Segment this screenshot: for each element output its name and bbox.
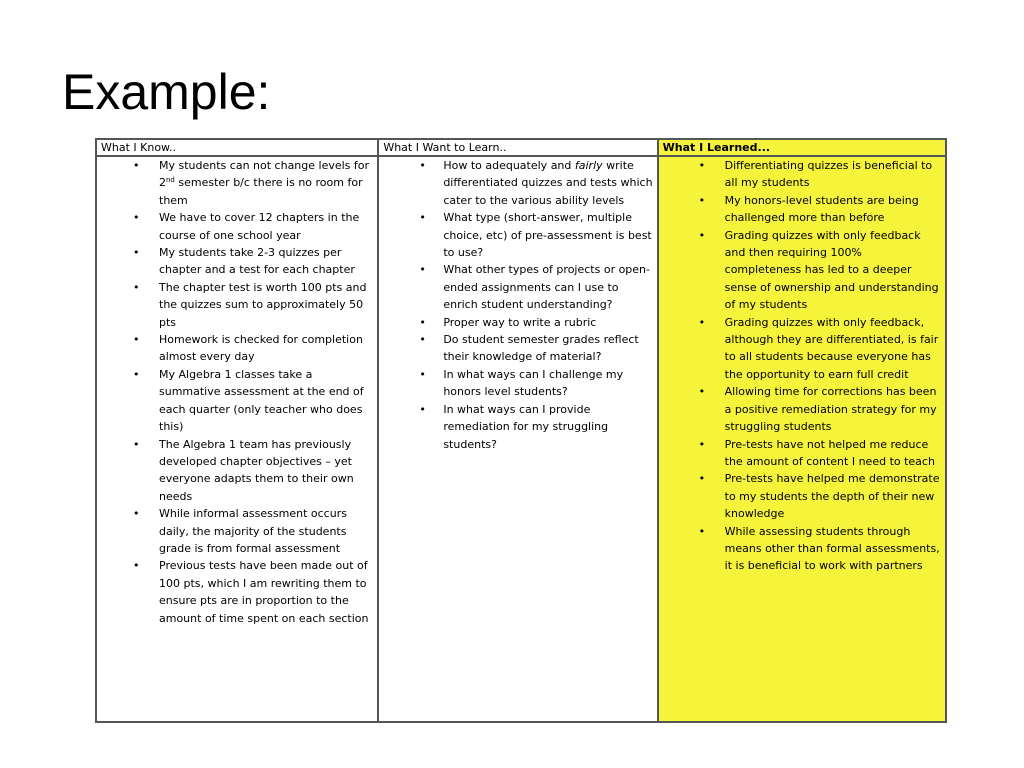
want-item-text: What other types of projects or open-ended assignments can I use to enrich student understanding? [443,263,651,312]
table-header-row [96,139,946,156]
kwl-table [95,138,947,723]
bullet-icon: • [419,367,426,381]
know-cell [96,156,378,722]
know-item [101,157,375,209]
know-item [101,279,375,331]
know-item [101,331,375,366]
want-item [383,401,654,453]
want-item-text: Do student semester grades reflect their knowledge of material? [443,333,639,364]
learned-item [663,470,943,522]
header-what-i-learned: What I Learned... [658,139,946,156]
learned-cell [658,156,946,722]
bullet-icon: • [133,159,140,172]
bullet-icon: • [133,559,140,573]
bullet-icon: • [133,246,140,260]
learned-item [663,314,943,384]
know-item-text: Homework is checked for completion almost every day [159,333,363,364]
bullet-icon: • [133,333,140,347]
bullet-icon: • [419,263,426,277]
learned-list [663,157,943,575]
bullet-icon: • [698,437,706,451]
learned-item-text: Grading quizzes with only feedback, although they are differentiated, is fair to all students because everyone has the opportunity to earn full credit [724,315,939,381]
know-item [101,557,375,627]
know-item-text: Previous tests have been made out of 100 pts, which I am rewriting them to ensure pts are in proportion to the amount of time spent on each section [159,559,369,625]
want-cell [378,156,657,722]
know-item-text: My students take 2-3 quizzes per chapter and a test for each chapter [159,246,355,277]
learned-item [663,383,943,435]
know-item-text: semester b/c there is no room for them [159,176,363,207]
slide-title: Example: [62,64,271,120]
bullet-icon: • [419,402,426,416]
learned-item [663,192,943,227]
bullet-icon: • [133,211,140,225]
emphasis-text: fairly [574,159,603,172]
table-body-row [96,156,946,722]
learned-item-text: Differentiating quizzes is beneficial to all my students [724,159,933,190]
know-item [101,209,375,244]
want-item-text: What type (short-answer, multiple choice, etc) of pre-assessment is best to use? [443,211,652,260]
bullet-icon: • [698,193,706,207]
know-item [101,366,375,436]
want-item [383,209,654,261]
learned-item-text: My honors-level students are being challenged more than before [724,193,919,225]
want-item [383,366,654,401]
want-item-text: write differentiated quizzes and tests which cater to the various ability levels [443,159,653,207]
know-item-text: The chapter test is worth 100 pts and the quizzes sum to approximately 50 pts [159,280,367,329]
want-item [383,157,654,209]
want-item-text: In what ways can I provide remediation for my struggling students? [443,402,609,451]
bullet-icon: • [419,333,426,347]
bullet-icon: • [698,472,706,486]
want-item [383,314,654,331]
bullet-icon: • [133,367,140,381]
bullet-icon: • [419,159,426,172]
bullet-icon: • [698,228,706,242]
header-what-i-want-to-learn: What I Want to Learn.. [378,139,657,156]
want-item-text: In what ways can I challenge my honors level students? [443,367,624,399]
header-what-i-know: What I Know.. [96,139,378,156]
know-item-text: My students can not change levels for 2 [159,159,370,190]
bullet-icon: • [698,524,706,538]
learned-item-text: Grading quizzes with only feedback and then requiring 100% completeness has led to a deeper sense of ownership and understanding of my students [724,228,939,312]
superscript: nd [166,176,175,185]
bullet-icon: • [698,315,706,329]
learned-item [663,227,943,314]
bullet-icon: • [133,507,140,521]
learned-item [663,523,943,575]
want-item-text: Proper way to write a rubric [443,315,597,329]
want-item [383,261,654,313]
learned-item-text: Pre-tests have helped me demonstrate to my students the depth of their new knowledge [724,472,940,521]
bullet-icon: • [133,437,140,451]
want-item-text: How to adequately and [443,159,575,172]
learned-item [663,436,943,471]
bullet-icon: • [698,385,706,399]
bullet-icon: • [419,211,426,225]
know-item-text: The Algebra 1 team has previously developed chapter objectives – yet everyone adapts them to their own needs [159,437,354,503]
want-list [383,157,654,453]
know-item-text: We have to cover 12 chapters in the course of one school year [159,211,360,242]
learned-item-text: Allowing time for corrections has been a positive remediation strategy for my struggling students [724,385,937,434]
know-item [101,505,375,557]
bullet-icon: • [698,159,706,172]
know-item [101,436,375,506]
want-item [383,331,654,366]
bullet-icon: • [419,315,426,329]
know-item-text: While informal assessment occurs daily, the majority of the students grade is from formal assessment [159,507,347,555]
learned-item-text: Pre-tests have not helped me reduce the amount of content I need to teach [724,437,935,468]
learned-item-text: While assessing students through means other than formal assessments, it is beneficial to work with partners [724,524,940,573]
bullet-icon: • [133,280,140,294]
know-item [101,244,375,279]
know-list [101,157,375,627]
know-item-text: My Algebra 1 classes take a summative assessment at the end of each quarter (only teacher who does this) [159,367,364,434]
learned-item [663,157,943,192]
